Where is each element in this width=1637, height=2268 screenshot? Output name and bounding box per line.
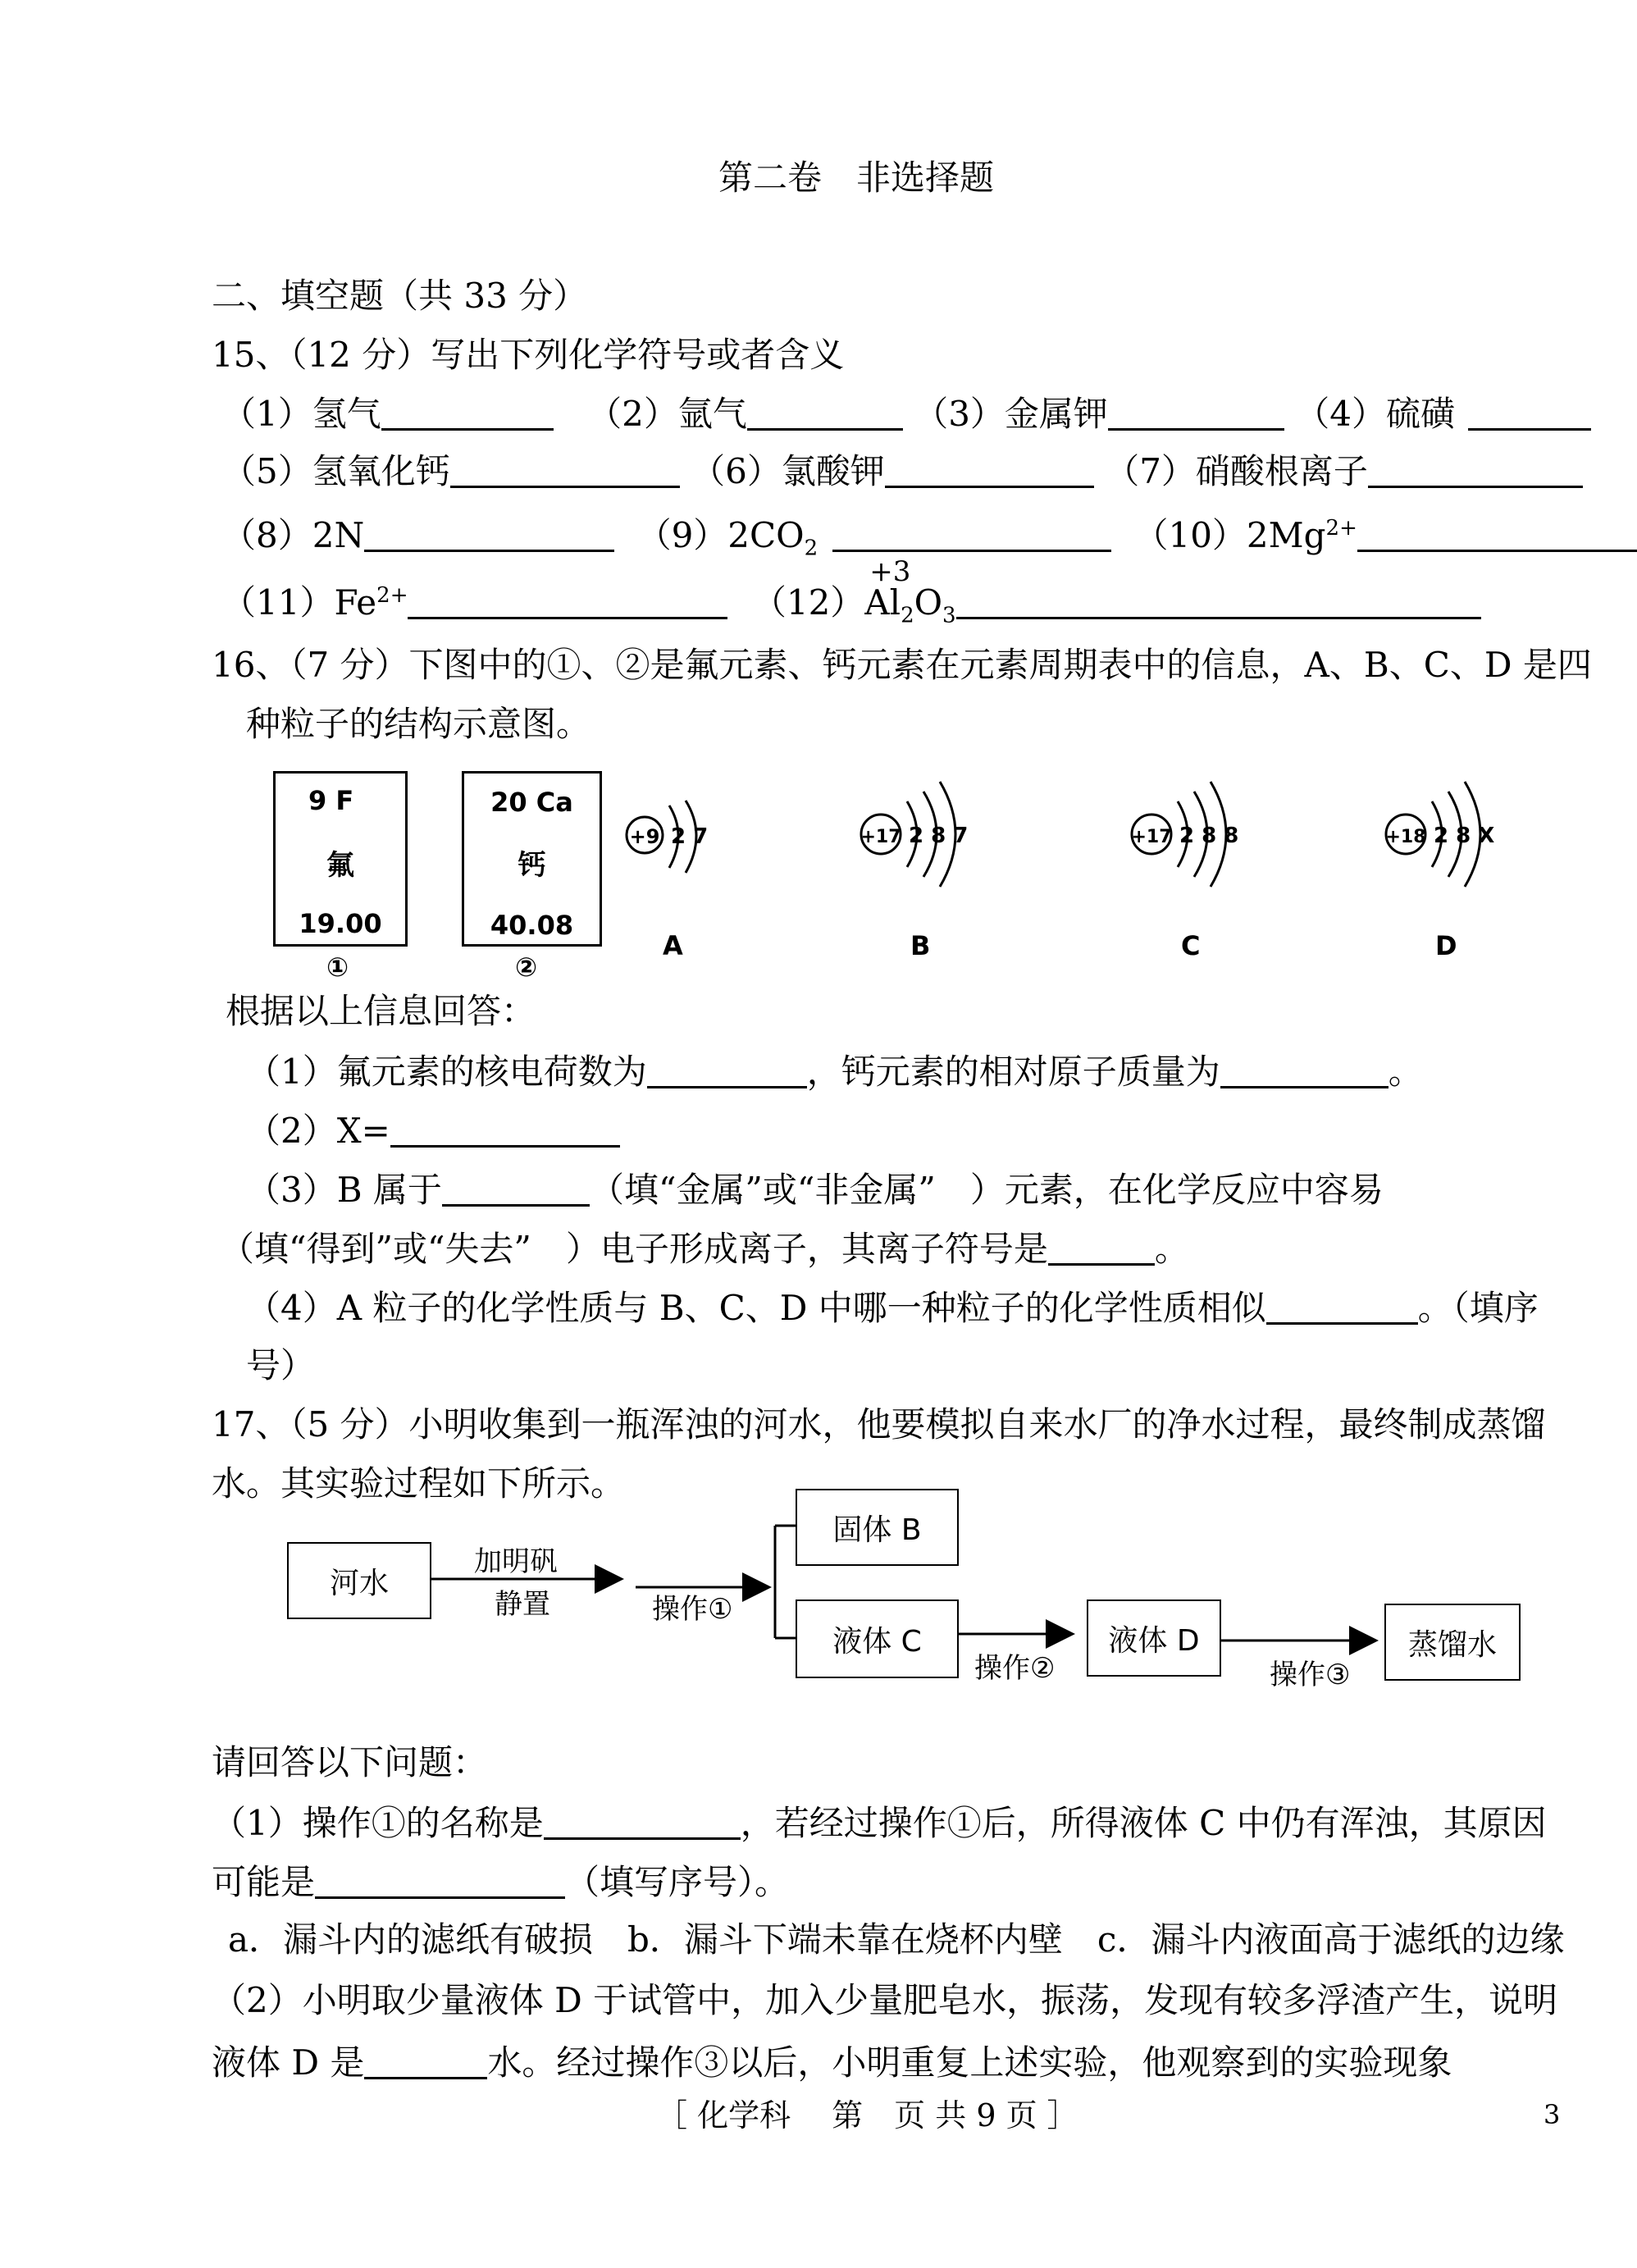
q15-line3: [221, 515, 1637, 561]
q17-stem-line1: 17、（5 分）小明收集到一瓶浑浊的河水，他要模拟自来水厂的净水过程，最终制成蒸馏: [212, 1404, 1546, 1444]
q16-part3-text3: （填“得到”或“失去” ）电子形成离子，其离子符号是: [220, 1229, 1048, 1269]
q15-item9: （9）2CO: [636, 515, 805, 555]
diagram-label-d: D: [1435, 930, 1457, 961]
q15-item6: （6）氯酸钾: [691, 451, 885, 491]
flow-label-op3: 操作③: [1270, 1659, 1351, 1691]
nucleus-charge: +17: [860, 827, 901, 847]
cell-atomic-mass: 19.00: [299, 908, 382, 939]
page-title: 第二卷 非选择题: [718, 157, 995, 198]
answer-blank[interactable]: [544, 1805, 741, 1840]
q17-part1-text4: （填写序号）。: [565, 1862, 790, 1902]
answer-blank[interactable]: [450, 453, 680, 488]
q16-part1: [246, 1052, 1423, 1092]
q15-line2: [221, 453, 1583, 489]
q17-part1-text2: ，若经过操作①后，所得液体 C 中仍有浑浊，其原因: [740, 1803, 1547, 1843]
subscript: 2: [901, 603, 914, 628]
q15-item12: （12）: [751, 582, 865, 623]
answer-blank[interactable]: [390, 1112, 620, 1148]
formula-o: O: [914, 582, 943, 623]
periodic-cell-fluorine: [273, 771, 408, 947]
q15-item2: （2）氩气: [587, 394, 747, 434]
flow-label-settle: 静置: [495, 1588, 550, 1621]
answer-blank[interactable]: [885, 453, 1094, 488]
subscript: 3: [942, 603, 956, 628]
answer-blank[interactable]: [1048, 1230, 1155, 1266]
q16-part4-line2: 号）: [246, 1345, 316, 1385]
formula-al2o3: [864, 555, 956, 628]
q15-item5: （5）氢氧化钙: [221, 451, 450, 491]
diagram-label-a: A: [663, 930, 683, 961]
shell-electrons: 2 7: [671, 824, 709, 849]
q16-part3-end: 。: [1154, 1229, 1189, 1269]
q16-part1-text2: ，钙元素的相对原子质量为: [806, 1052, 1220, 1092]
answer-blank[interactable]: [1108, 395, 1284, 431]
q17-part1-text3: 可能是: [212, 1862, 316, 1902]
q15-item7: （7）硝酸根离子: [1105, 451, 1368, 491]
cell-element-name: 钙: [518, 849, 546, 882]
shell-electrons: 2 8 X: [1434, 824, 1495, 848]
flow-box-distilled: 蒸馏水: [1384, 1604, 1521, 1681]
q17-ask: 请回答以下问题：: [212, 1742, 488, 1782]
nucleus-charge: +9: [629, 825, 660, 848]
answer-blank[interactable]: [832, 517, 1111, 552]
valence-mark: +3: [869, 555, 911, 588]
q17-part1-text: （1）操作①的名称是: [212, 1803, 544, 1843]
periodic-cell-calcium: [462, 771, 602, 947]
q17-part2-text: 液体 D 是: [212, 2042, 365, 2083]
nucleus-charge: +18: [1385, 827, 1426, 847]
q15-item1: （1）氢气: [221, 394, 381, 434]
cell-label-1: ①: [326, 951, 349, 983]
q16-part3-line2: [220, 1229, 1189, 1269]
flow-label-op2: 操作②: [974, 1652, 1056, 1685]
atom-diagram-d: [1378, 767, 1542, 915]
answer-blank[interactable]: [364, 2044, 487, 2079]
q16-part2-text: （2）X=: [246, 1111, 390, 1151]
answer-blank[interactable]: [1368, 453, 1583, 488]
q17-part1-line2: [212, 1864, 789, 1900]
q16-part4-line1: [246, 1289, 1539, 1326]
atom-diagram-c: [1124, 767, 1288, 915]
q16-part1-end: 。: [1388, 1052, 1423, 1092]
q16-stem-line1: 16、（7 分）下图中的①、②是氟元素、钙元素在元素周期表中的信息，A、B、C、D 是四: [212, 645, 1592, 685]
q16-part3-text2: （填“金属”或“非金属” ）元素，在化学反应中容易: [589, 1170, 1384, 1210]
answer-blank[interactable]: [747, 395, 903, 431]
q16-intro: 根据以上信息回答：: [226, 991, 536, 1031]
q15-item10: （10）2Mg: [1133, 515, 1326, 555]
atom-diagram-b: [853, 767, 1017, 915]
answer-blank[interactable]: [1220, 1053, 1388, 1088]
q16-part2: [246, 1111, 620, 1151]
answer-blank[interactable]: [381, 395, 554, 431]
q15-item4: （4）硫磺: [1295, 394, 1456, 434]
q16-part3-line1: [246, 1170, 1384, 1210]
shell-electrons: 2 8 7: [909, 824, 969, 848]
q17-part2-text2: 水。经过操作③以后，小明重复上述实验，他观察到的实验现象: [487, 2042, 1452, 2083]
q15-item11: （11）Fe: [221, 582, 377, 623]
flow-box-liquid-d: 液体 D: [1087, 1599, 1221, 1677]
cell-number-symbol: 20 Ca: [490, 787, 573, 818]
q16-part4-text: （4）A 粒子的化学性质与 B、C、D 中哪一种粒子的化学性质相似: [246, 1288, 1266, 1328]
page-footer: ［ 化学科 第 页 共 9 页 ］: [656, 2097, 1078, 2133]
diagram-label-c: C: [1181, 930, 1201, 961]
q17-part2-line2: [212, 2042, 1452, 2083]
answer-blank[interactable]: [364, 517, 614, 552]
page-number: 3: [1544, 2099, 1561, 2130]
cell-element-name: 氟: [326, 849, 354, 882]
answer-blank[interactable]: [647, 1053, 807, 1088]
q15-line1: [221, 394, 1591, 434]
diagram-label-b: B: [910, 930, 931, 961]
answer-blank[interactable]: [315, 1864, 565, 1899]
answer-blank[interactable]: [1468, 395, 1591, 431]
flow-label-add-alum: 加明矾: [474, 1545, 558, 1578]
q16-part1-text: （1）氟元素的核电荷数为: [246, 1052, 647, 1092]
q17-part2-line1: （2）小明取少量液体 D 于试管中，加入少量肥皂水，振荡，发现有较多浮渣产生，说明: [212, 1980, 1558, 2020]
atom-diagram-a: [607, 787, 738, 919]
q15-item3: （3）金属钾: [914, 394, 1108, 434]
superscript: 2+: [376, 583, 408, 608]
q17-options: a．漏斗内的滤纸有破损 b．漏斗下端未靠在烧杯内壁 c．漏斗内液面高于滤纸的边缘: [228, 1919, 1565, 1960]
section-header: 二、填空题（共 33 分）: [212, 276, 588, 316]
q17-stem-line2: 水。其实验过程如下所示。: [212, 1463, 626, 1504]
q16-stem-line2: 种粒子的结构示意图。: [246, 704, 591, 744]
answer-blank[interactable]: [1357, 517, 1637, 552]
flow-box-river: 河水: [287, 1542, 431, 1619]
formula-al: Al: [864, 582, 901, 623]
q15-stem: 15、（12 分）写出下列化学符号或者含义: [212, 335, 845, 375]
answer-blank[interactable]: [408, 584, 727, 619]
superscript: 2+: [1325, 516, 1357, 541]
flow-box-liquid-c: 液体 C: [796, 1599, 959, 1678]
q15-line4: [221, 555, 1481, 628]
flow-box-solid-b: 固体 B: [796, 1489, 959, 1566]
answer-blank[interactable]: [442, 1171, 590, 1207]
answer-blank[interactable]: [956, 584, 1481, 619]
subscript: 2: [804, 536, 818, 561]
shell-electrons: 2 8 8: [1179, 824, 1239, 848]
q17-part1-line1: [212, 1805, 1547, 1841]
q16-part3-text: （3）B 属于: [246, 1170, 442, 1210]
flow-label-op1: 操作①: [652, 1593, 733, 1626]
q16-part4-text2: 。（填序: [1417, 1288, 1539, 1328]
cell-atomic-mass: 40.08: [490, 910, 574, 941]
nucleus-charge: +17: [1131, 827, 1172, 847]
cell-label-2: ②: [515, 951, 538, 983]
answer-blank[interactable]: [1266, 1289, 1418, 1325]
cell-number-symbol: 9 F: [308, 785, 354, 816]
q15-item8: （8）2N: [221, 515, 365, 555]
